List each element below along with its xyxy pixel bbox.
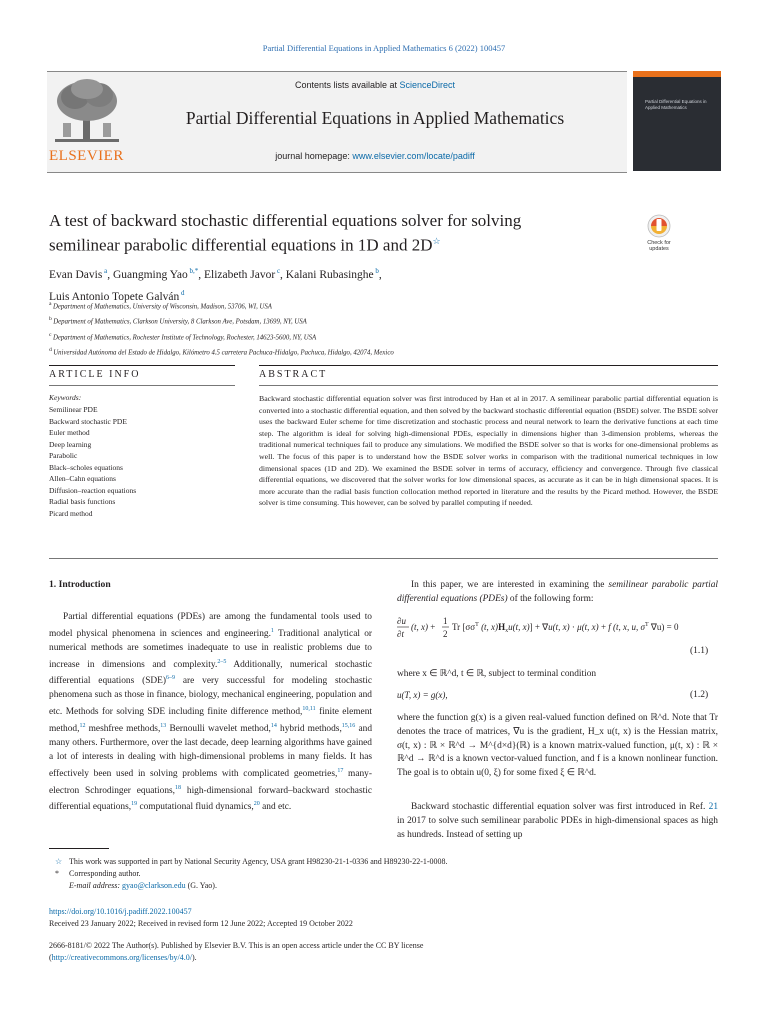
journal-title: Partial Differential Equations in Applied Mathematics xyxy=(185,108,565,128)
authors-line-1: Evan Davis $^a$, Guangming Yao $^{b,*}$, Elizabeth Javor $^c$, Kalani Rubasinghe $^b$, xyxy=(49,267,382,281)
email-link[interactable]: gyao@clarkson.edu xyxy=(122,881,186,890)
ref-link[interactable]: 21 xyxy=(708,802,718,812)
article-info-heading: ARTICLE INFO xyxy=(49,369,141,380)
right-paragraph-1: In this paper, we are interested in examining the semilinear parabolic partial differential equations (PDEs) of the following form: xyxy=(397,580,719,604)
author-name[interactable]: Guangming Yao xyxy=(112,268,188,281)
ref-link[interactable]: 1 xyxy=(270,627,274,634)
keyword-item: Black–scholes equations xyxy=(49,462,123,472)
ref-link[interactable]: 14 xyxy=(270,723,277,730)
footnotes: ☆ This work was supported in part by National Security Agency, USA grant H98230-21-1-0336 and H89230-22-1-0008. * Corresponding author. E-mail address: gyao@clarkson.edu (G. Yao). xyxy=(55,857,448,890)
article-title: A test of backward stochastic differential equations solver for solving semilinear parabolic differential equations in 1D and 2D☆ xyxy=(49,211,522,255)
keyword-item: Diffusion–reaction equations xyxy=(49,485,137,495)
svg-text:2: 2 xyxy=(443,629,448,639)
abstract-rule xyxy=(259,365,718,366)
footnote-mark: * xyxy=(55,869,59,878)
svg-text:(t, x) +: (t, x) + xyxy=(411,622,436,632)
license-link[interactable]: http://creativecommons.org/licenses/by/4.0/ xyxy=(51,953,192,962)
keywords-label: Keywords: xyxy=(49,393,82,402)
equation-1-1 xyxy=(397,614,718,646)
publication-info: https://doi.org/10.1016/j.padiff.2022.100457 Received 23 January 2022; Received in revised form 12 June 2022; Accepted 19 October 2022 xyxy=(49,907,353,928)
affiliations xyxy=(49,298,649,359)
footnote-mark: ☆ xyxy=(55,857,63,866)
footnote-rule xyxy=(49,848,109,849)
affiliation-item: $^b$ Department of Mathematics, Clarkson University, 8 Clarkson Ave, Potsdam, 13699, NY, USA xyxy=(49,316,307,326)
front-matter-bottom-rule xyxy=(49,558,718,559)
svg-text:1: 1 xyxy=(443,616,448,626)
equation-1-1-graphic xyxy=(397,614,718,646)
affiliation-item: $^d$ Universidad Autónoma del Estado de Hidalgo, Kilómetro 4.5 carretera Pachuca-Hidalgo, Pachuca, Hidalgo, 42074, Mexico xyxy=(49,346,394,357)
keyword-item: Semilinear PDE xyxy=(49,405,98,414)
keyword-item: Picard method xyxy=(49,508,93,518)
author-affiliation-mark[interactable]: b xyxy=(373,267,379,275)
author-name[interactable]: Luis Antonio Topete Galván xyxy=(49,290,180,303)
ref-link[interactable]: 18 xyxy=(175,784,182,791)
abstract-subrule xyxy=(259,385,718,386)
info-subrule xyxy=(49,385,235,386)
equation-1-2-number: (1.2) xyxy=(690,690,709,700)
check-for-updates-label: Check for updates xyxy=(647,240,671,252)
keyword-item: Deep learning xyxy=(49,439,92,449)
abstract-heading: ABSTRACT xyxy=(259,369,328,380)
intro-paragraph: Partial differential equations (PDEs) are among the fundamental tools used to model physical phenomena in sciences and engineering.$^1$ Traditional analytical or numerical methods are sometimes inadequate to use in realistic problems due to increase in dimensions and complexity.$^{2-5}$ Additionally, numerical stochastic differential equations (SDE)$^{6-9}$ are very successful for modeling stochastic phenomena such as those in finance, biology, mechanical engineering, population and etc. Methods for solving SDE including finite difference method,$^{10,11}$ finite element method,$^{12}$ meshfree methods,$^{13}$ Bernoulli wavelet method,$^{14}$ hybrid methods,$^{15,16}$ and many others. Furthermore, over the last decade, deep learning algorithms have gained a lot of interests in dealing with high-dimensional problems in many fields. It has effectively been used in solving problems with complicated geometries,$^{17}$ many-electron Schrodinger equations,$^{18}$ high-dimensional forward–backward stochastic differential equations,$^{19}$ computational fluid dynamics,$^{20}$ and etc. xyxy=(49,612,373,813)
keywords-list xyxy=(49,404,229,519)
author-affiliation-mark[interactable]: b,* xyxy=(187,267,199,275)
author-affiliation-mark[interactable]: d xyxy=(179,288,185,297)
running-header: Partial Differential Equations in Applied Mathematics 6 (2022) 100457 xyxy=(262,43,506,53)
contents-line: Contents lists available at ScienceDirect xyxy=(294,80,456,90)
ref-link[interactable]: 17 xyxy=(337,767,344,774)
svg-text:∂u: ∂u xyxy=(397,616,406,626)
ref-link[interactable]: 6–9 xyxy=(166,675,176,682)
check-for-updates-badge[interactable] xyxy=(641,213,677,257)
journal-cover-thumbnail[interactable] xyxy=(633,71,721,171)
ref-link[interactable]: 13 xyxy=(160,723,167,730)
elsevier-wordmark: ELSEVIER xyxy=(49,148,124,164)
svg-text:∂t: ∂t xyxy=(397,629,404,639)
keyword-item: Backward stochastic PDE xyxy=(49,416,127,426)
keyword-item: Euler method xyxy=(49,428,90,437)
sciencedirect-link[interactable]: ScienceDirect xyxy=(399,80,456,90)
doi-link[interactable]: https://doi.org/10.1016/j.padiff.2022.100457 xyxy=(49,907,192,916)
keyword-item: Allen–Cahn equations xyxy=(49,474,116,483)
affiliation-item: $^a$ Department of Mathematics, University of Wisconsin, Madison, 53706, WI, USA xyxy=(49,301,272,311)
right-paragraph-4: Backward stochastic differential equation solver was first introduced in Ref. 21 in 2017 to solve such semilinear parabolic PDEs in high-dimensional spaces as high as hundreds. Instead of setting up xyxy=(397,802,718,840)
author-name[interactable]: Evan Davis xyxy=(49,268,103,281)
equation-1-1-number: (1.1) xyxy=(690,646,709,656)
ref-link[interactable]: 15,16 xyxy=(341,723,356,730)
journal-homepage: journal homepage: www.elsevier.com/locate/padiff xyxy=(275,151,475,161)
author-name[interactable]: Kalani Rubasinghe xyxy=(285,268,374,281)
keyword-item: Radial basis functions xyxy=(49,497,116,506)
abstract-text: Backward stochastic differential equation solver was first introduced by Han et al in 2017. A semilinear parabolic partial differential equation is converted into a stochastic differential equation, and then solved by the backward stochastic differential equation (BSDE) solver. The BSDE solver uses the backward Euler scheme for time discretization and stochastic process and neural network to learn the derivative functions at each time step. The algorithm is ideal for solving high-dimensional PDEs, especially in dimensions higher than 3-dimension problems, whereas the traditional numerical techniques fail to produce any simulations. We modified the BSDE solver so that is works for one-dimensional problems as well. The focus of this paper is to understand how the BSDE solver works in comparison with the traditional numerical techniques in low dimensional spaces (1D and 2D). We examined the BSDE solver in terms of accuracy, efficiency and convergence. Through five classical differential equations, we discovered that the solver works for low dimensional spaces, as accurate as it can be in high dimensional spaces. It is more accurate than the radial basis function collocation method reported in literature and the results by the Picard method. However, the BSDE solver is time consuming. This however, can be solved by parallel computing if needed. xyxy=(259,394,718,508)
license-info: 2666-8181/© 2022 The Author(s). Published by Elsevier B.V. This is an open access article under the CC BY license (http://creativecommons.org/licenses/by/4.0/). xyxy=(49,941,424,962)
ref-link[interactable]: 20 xyxy=(253,801,260,808)
info-rule xyxy=(49,365,235,366)
ref-link[interactable]: 10,11 xyxy=(302,706,316,713)
right-paragraph-3: where the function g(x) is a given real-valued function defined on ℝ^d. Note that Tr denotes the trace of matrices, ∇u is the gradient, H_x u(t, x) is the Hessian matrix, σ(t, x) : ℝ × ℝ^d → M^{d×d}(ℝ) is a known matrix-valued function, μ(t, x) : ℝ × ℝ^d → ℝ^d is a known vector-valued function, and f is a known nonlinear function. The goal is to obtain u(0, ξ) for some fixed ξ ∈ ℝ^d. xyxy=(397,713,718,779)
intro-heading: 1. Introduction xyxy=(49,579,111,590)
ref-link[interactable]: 19 xyxy=(131,801,138,808)
affiliation-item: $^c$ Department of Mathematics, Rochester Institute of Technology, Rochester, 14623-5600, NY, USA xyxy=(49,331,317,341)
cover-title: Partial Differential Equations in Applied Mathematics xyxy=(645,99,707,110)
author-affiliation-mark[interactable]: c xyxy=(275,267,281,275)
cover-accent-bar xyxy=(633,71,721,77)
author-name[interactable]: Elizabeth Javor xyxy=(203,268,276,281)
keyword-item: Parabolic xyxy=(49,451,78,460)
author-affiliation-mark[interactable]: a xyxy=(102,267,108,275)
equation-1-2: u(T, x) = g(x), xyxy=(397,690,448,700)
ref-link[interactable]: 12 xyxy=(79,723,86,730)
right-paragraph-2: where x ∈ ℝ^d, t ∈ ℝ, subject to terminal condition xyxy=(397,669,597,679)
homepage-link[interactable]: www.elsevier.com/locate/padiff xyxy=(352,151,475,161)
svg-text:Tr [σσT (t, x)Hxu(t, x)] + ∇u(: Tr [$\sigma\sigma^T$ (t, $x)H_xu(t$, x)] + ∇u(t, x) · μ(t, x) + f (t, x, u, $\sigma^T$ ∇u) = 0 xyxy=(452,622,679,634)
ref-link[interactable]: 2–5 xyxy=(217,658,227,665)
title-footnote-mark[interactable]: ☆ xyxy=(432,236,441,246)
